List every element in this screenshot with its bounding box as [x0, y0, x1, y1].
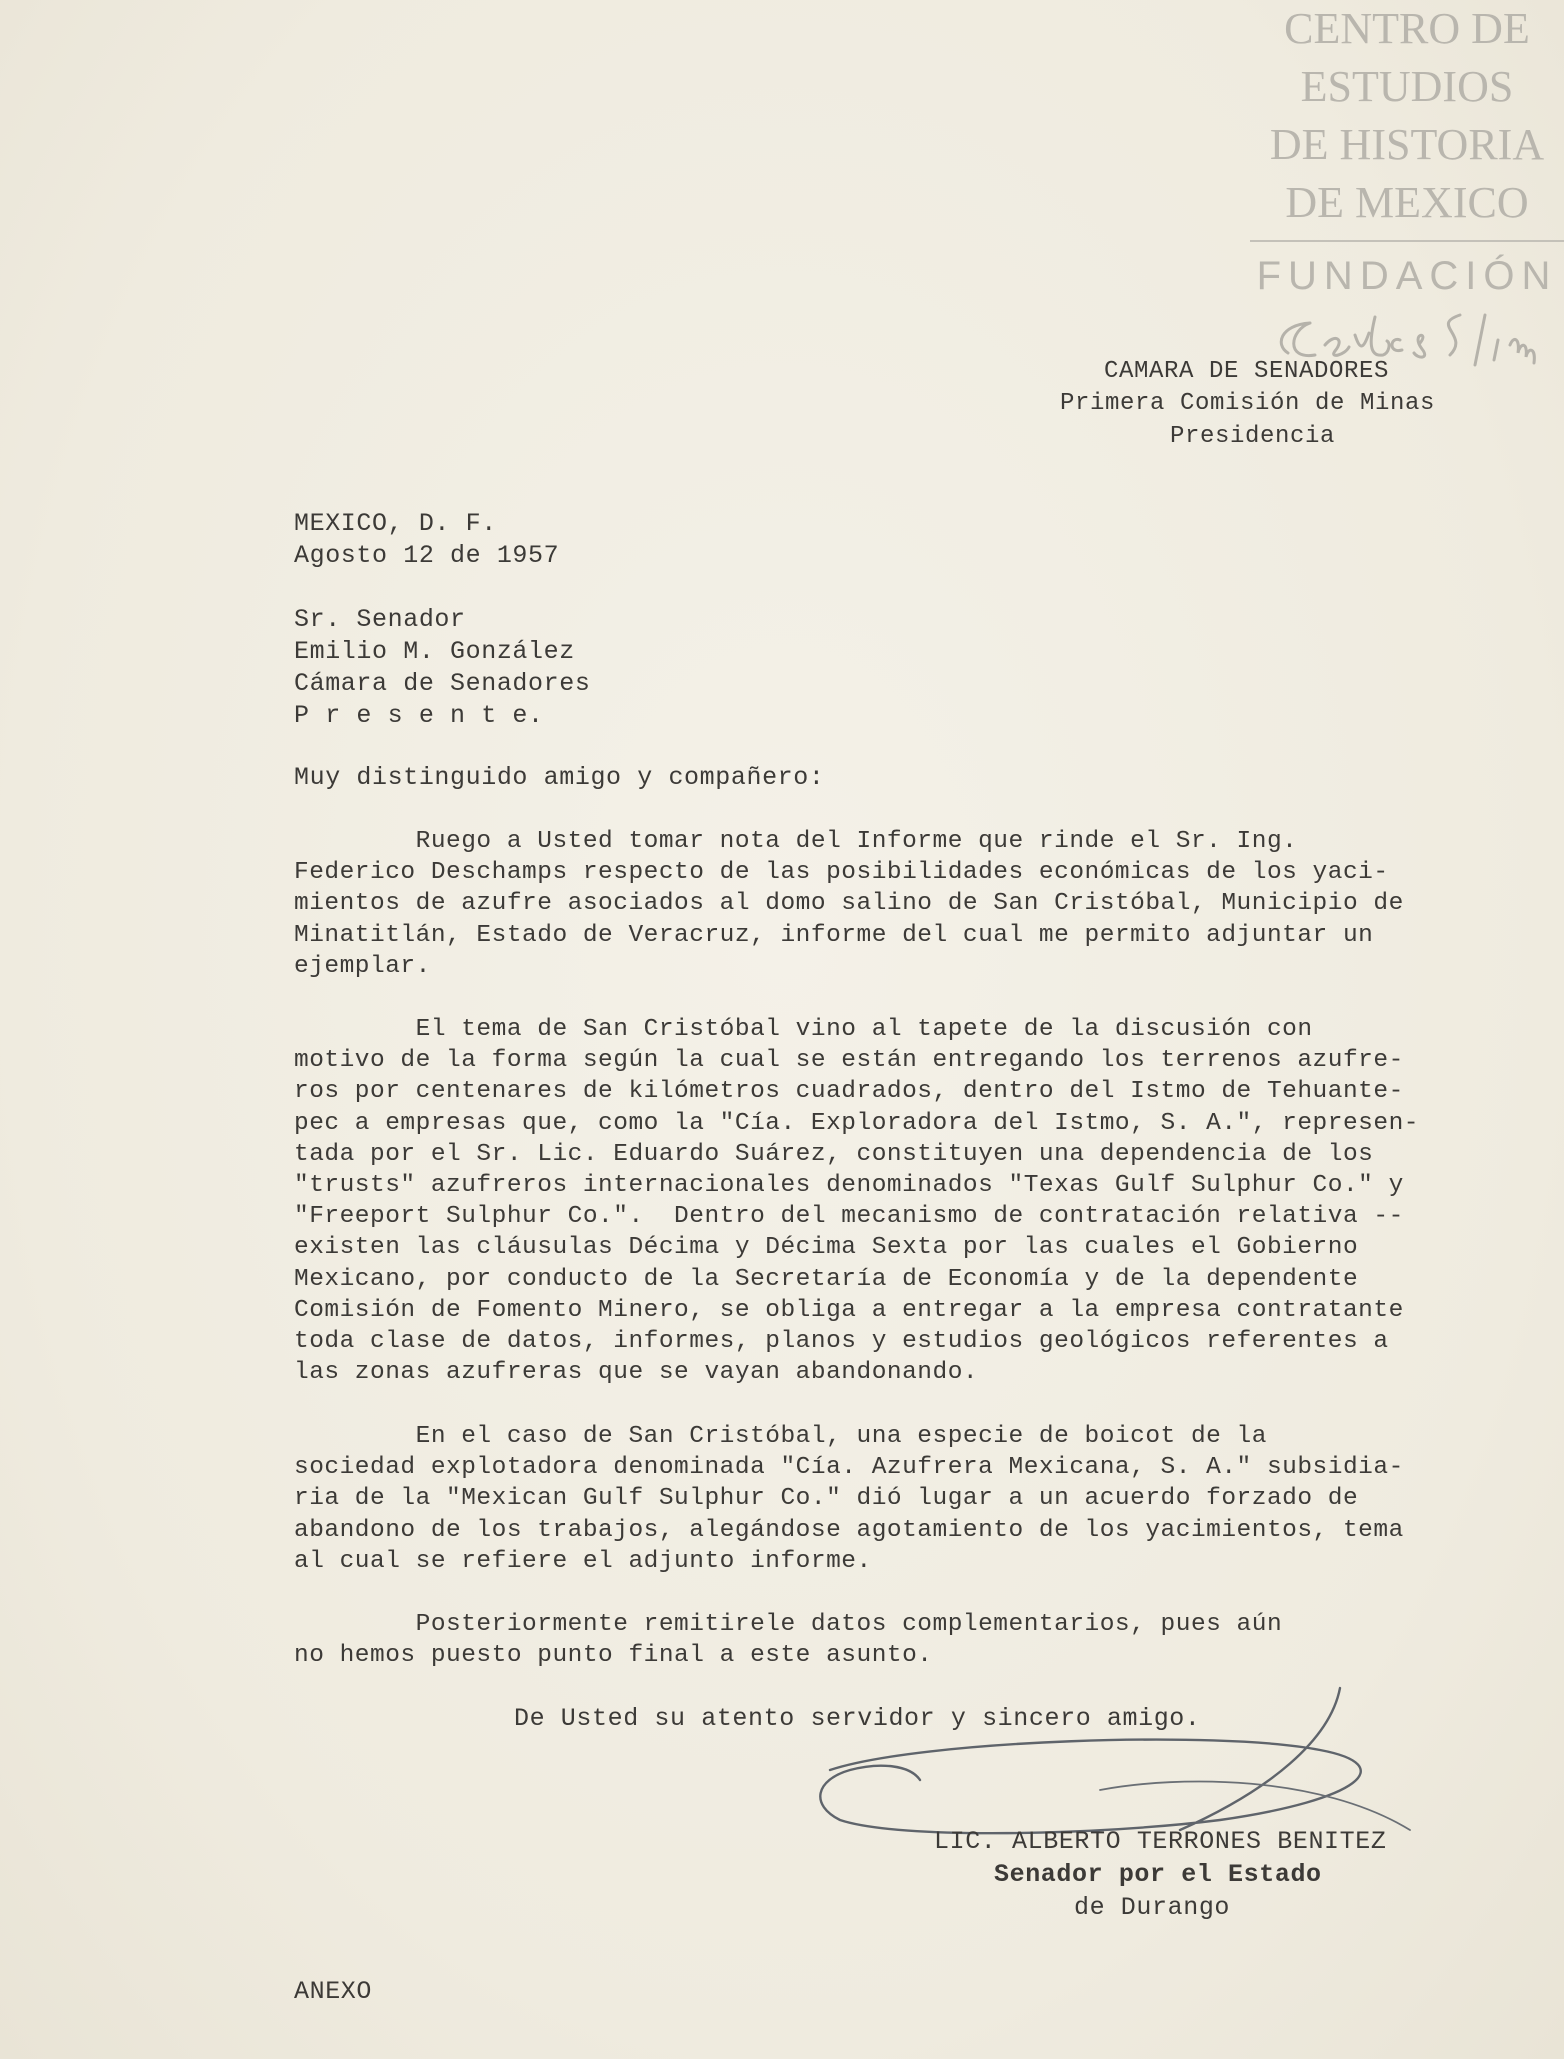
paragraph-line: En el caso de San Cristóbal, una especie de boicot de la [294, 1423, 1267, 1450]
recipient-line-1: Sr. Senador [294, 605, 466, 634]
closing-line: De Usted su atento servidor y sincero amigo. [514, 1704, 1201, 1733]
letterhead-line-1: CAMARA DE SENADORES [1104, 358, 1390, 385]
signatory-title-2: de Durango [1074, 1893, 1231, 1922]
paragraph-line: ria de la "Mexican Gulf Sulphur Co." dió lugar a un acuerdo forzado de [294, 1485, 1359, 1513]
salutation: Muy distinguido amigo y compañero: [294, 763, 825, 792]
paragraph-line: "trusts" azufreros internacionales denominados "Texas Gulf Sulphur Co." y [294, 1172, 1404, 1200]
watermark-line: DE MEXICO [1285, 178, 1529, 227]
paragraph-line: sociedad explotadora denominada "Cía. Azufrera Mexicana, S. A." subsidia- [294, 1454, 1404, 1482]
paragraph-line: motivo de la forma según la cual se están entregando los terrenos azufre- [294, 1047, 1404, 1075]
watermark-fundacion: FUNDACIÓN [1256, 254, 1558, 298]
signatory-title-1: Senador por el Estado [994, 1860, 1322, 1889]
letter-date: Agosto 12 de 1957 [294, 541, 560, 570]
signatory-name: LIC. ALBERTO TERRONES BENITEZ [934, 1827, 1387, 1856]
paragraph-line: Federico Deschamps respecto de las posibilidades económicas de los yaci- [294, 859, 1389, 887]
recipient-line-4: P r e s e n t e. [294, 701, 544, 730]
body-paragraph-4 [294, 1609, 1282, 1671]
letterhead-line-2: Primera Comisión de Minas [1060, 390, 1436, 417]
watermark-line: DE HISTORIA [1269, 120, 1545, 169]
paragraph-line: El tema de San Cristóbal vino al tapete de la discusión con [294, 1016, 1313, 1043]
paragraph-line: Mexicano, por conducto de la Secretaría de Economía y de la dependente [294, 1265, 1359, 1293]
paragraph-line: existen las cláusulas Décima y Décima Sexta por las cuales el Gobierno [294, 1234, 1359, 1262]
annex-label: ANEXO [294, 1977, 373, 2006]
paragraph-line: mientos de azufre asociados al domo salino de San Cristóbal, Municipio de [294, 890, 1404, 918]
body-paragraph-2 [294, 1014, 1419, 1388]
body-paragraph-1 [294, 826, 1404, 982]
letterhead-line-3: Presidencia [1170, 423, 1336, 450]
paragraph-line: ejemplar. [294, 952, 431, 980]
archive-watermark [1250, 0, 1564, 298]
watermark-divider [1250, 240, 1564, 242]
paragraph-line: "Freeport Sulphur Co.". Dentro del mecanismo de contratación relativa -- [294, 1203, 1404, 1231]
paragraph-line: no hemos puesto punto final a este asunto. [294, 1642, 933, 1670]
paragraph-line: las zonas azufreras que se vayan abandonando. [294, 1359, 979, 1387]
watermark-line: CENTRO DE [1284, 4, 1530, 53]
paragraph-line: abandono de los trabajos, alegándose agotamiento de los yacimientos, tema [294, 1516, 1404, 1544]
paragraph-line: Comisión de Fomento Minero, se obliga a entregar a la empresa contratante [294, 1296, 1404, 1324]
paragraph-line: toda clase de datos, informes, planos y estudios geológicos referentes a [294, 1328, 1389, 1356]
paragraph-line: ros por centenares de kilómetros cuadrados, dentro del Istmo de Tehuante- [294, 1078, 1404, 1106]
paragraph-line: Posteriormente remitirele datos complementarios, pues aún [294, 1611, 1283, 1638]
letter-place: MEXICO, D. F. [294, 509, 497, 538]
paragraph-line: Ruego a Usted tomar nota del Informe que rinde el Sr. Ing. [294, 828, 1298, 855]
body-paragraph-3 [294, 1421, 1404, 1577]
paragraph-line: tada por el Sr. Lic. Eduardo Suárez, constituyen una dependencia de los [294, 1140, 1374, 1168]
recipient-line-3: Cámara de Senadores [294, 669, 591, 698]
paragraph-line: al cual se refiere el adjunto informe. [294, 1547, 872, 1575]
recipient-line-2: Emilio M. González [294, 637, 575, 666]
paragraph-line: pec a empresas que, como la "Cía. Exploradora del Istmo, S. A.", represen- [294, 1109, 1419, 1137]
paragraph-line: Minatitlán, Estado de Veracruz, informe del cual me permito adjuntar un [294, 921, 1374, 949]
watermark-line: ESTUDIOS [1300, 62, 1514, 111]
